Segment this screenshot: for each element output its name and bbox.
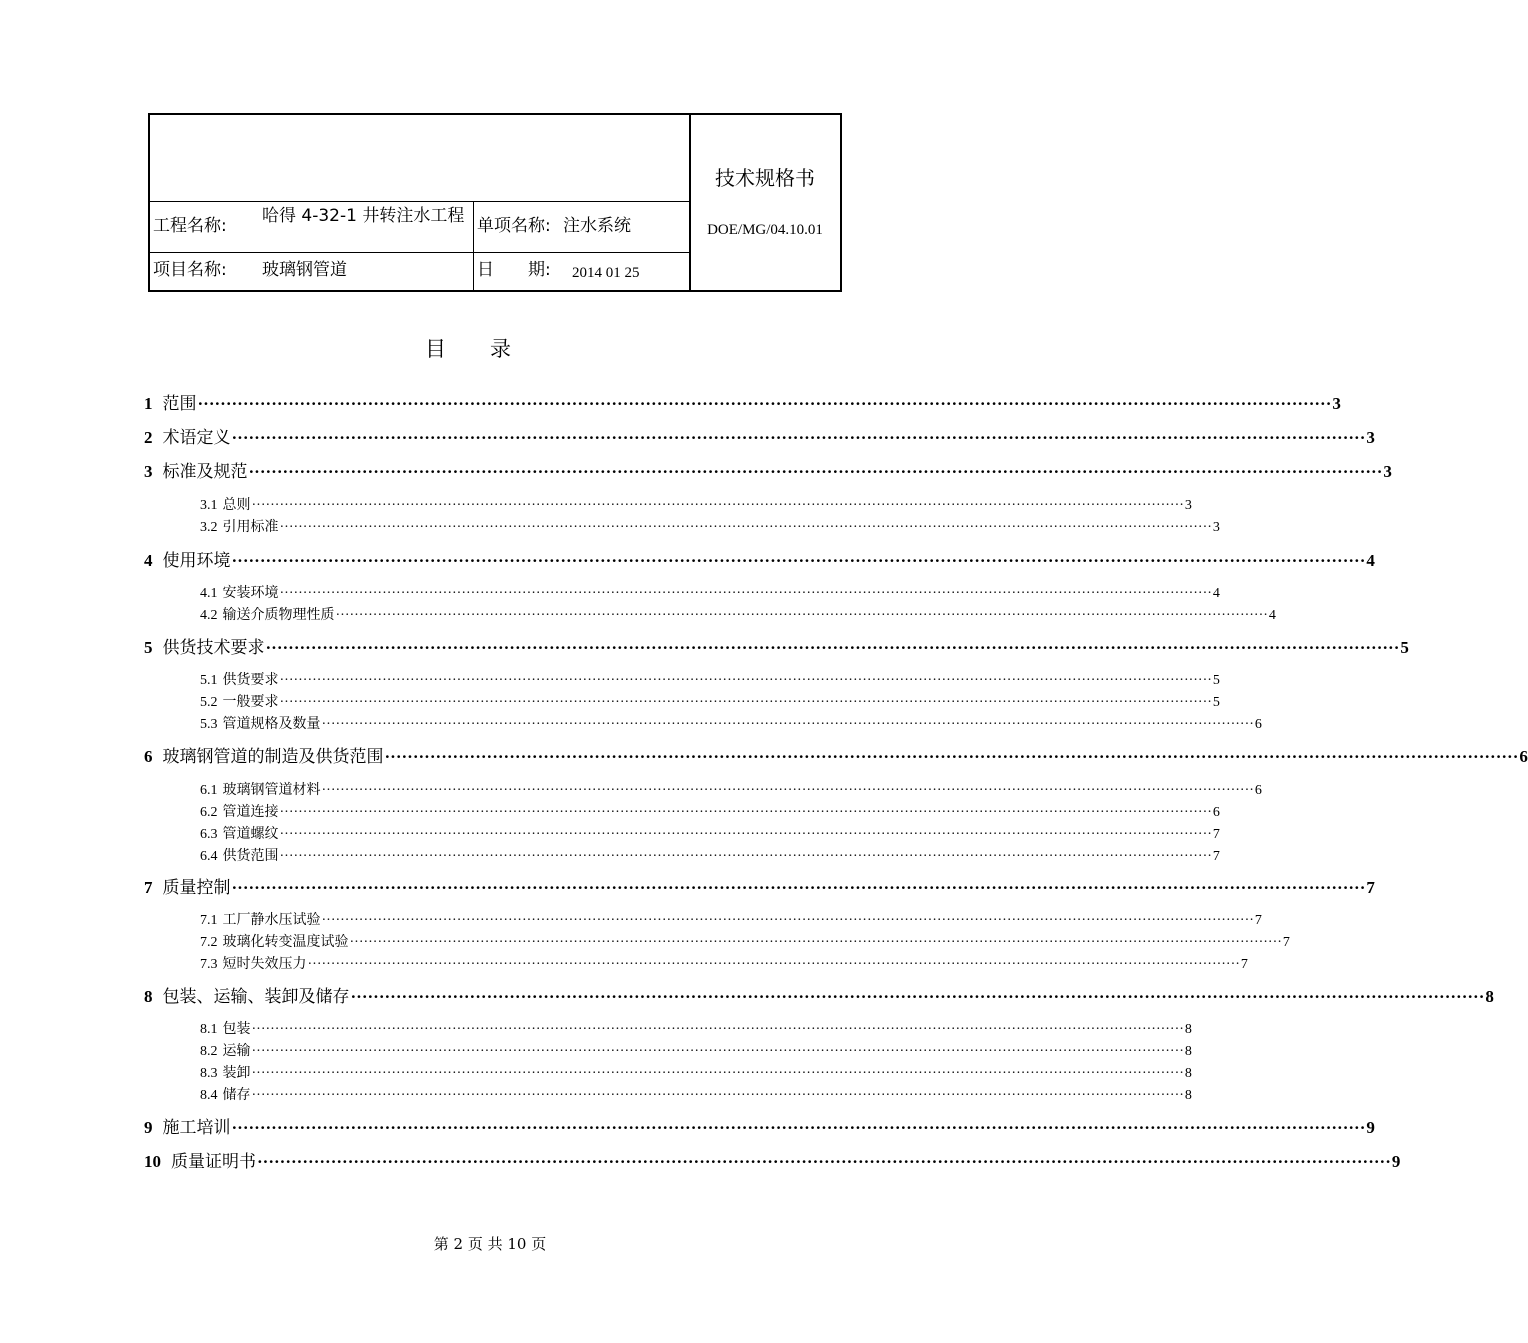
doc-code: DOE/MG/04.10.01 [707,222,823,238]
toc-leader-dots: ········································································································································································································ [321,717,1254,732]
toc-entry[interactable] [200,779,1262,799]
toc-entry-number: 7.1 [200,913,218,928]
project-value: 哈得 4-32-1 井转注水工程 [262,206,465,226]
toc-entry-title: 总则 [222,497,251,513]
toc-entry-title: 工厂静水压试验 [222,912,321,928]
toc-entry-title: 安装环境 [222,585,279,601]
toc-leader-dots: ········································································································································································································ [350,987,1485,1006]
toc-entry[interactable] [200,801,1220,821]
toc-entry-page: 4 [1212,586,1220,601]
toc-entry-page: 8 [1485,987,1494,1006]
toc-heading: 目录 [425,337,555,361]
toc-entry-title: 质量证明书 [171,1152,256,1172]
subitem-label: 单项名称: [477,216,551,236]
toc-entry-page: 7 [1240,957,1248,972]
toc-entry-page: 6 [1519,747,1528,766]
toc-entry-title: 供货要求 [222,672,279,688]
toc-entry-page: 7 [1212,849,1220,864]
toc-entry-title: 施工培训 [162,1118,231,1138]
toc-entry[interactable] [144,457,1392,482]
toc-entry-number: 1 [144,394,153,413]
toc-entry-page: 6 [1254,783,1262,798]
toc-entry-page: 9 [1391,1152,1401,1171]
toc-entry[interactable] [144,1147,1401,1172]
toc-entry-title: 管道连接 [222,804,279,820]
toc-leader-dots: ········································································································································································································ [279,849,1212,864]
header-divider [689,113,691,292]
toc-leader-dots: ········································································································································································································ [279,695,1212,710]
toc-entry-page: 5 [1212,673,1220,688]
toc-entry[interactable] [200,669,1220,689]
toc-entry-number: 8 [144,987,153,1006]
toc-entry-page: 5 [1400,638,1409,657]
toc-entry-page: 7 [1254,913,1262,928]
toc-leader-dots: ········································································································································································································ [251,1066,1184,1081]
subitem-value: 注水系统 [563,216,631,236]
toc-entry-title: 短时失效压力 [222,956,307,972]
toc-entry-number: 2 [144,428,153,447]
toc-entry[interactable] [200,1062,1192,1082]
toc-entry-page: 3 [1366,428,1375,447]
toc-entry-number: 6.4 [200,849,218,864]
toc-entry-page: 8 [1184,1044,1192,1059]
toc-leader-dots: ········································································································································································································ [251,1044,1184,1059]
toc-entry-number: 10 [144,1152,161,1171]
toc-entry-title: 包装 [222,1021,251,1037]
toc-entry-number: 7.2 [200,935,218,950]
toc-entry-title: 管道螺纹 [222,826,279,842]
toc-entry-page: 6 [1212,805,1220,820]
toc-entry-number: 3.2 [200,520,218,535]
toc-entry-number: 7 [144,878,153,897]
toc-entry-title: 范围 [162,394,197,414]
toc-entry-number: 8.3 [200,1066,218,1081]
header-row-line [148,252,690,253]
toc-entry[interactable] [200,845,1220,865]
toc-entry[interactable] [200,1040,1192,1060]
toc-entry-number: 4.1 [200,586,218,601]
toc-entry-title: 质量控制 [162,878,231,898]
toc-entry[interactable] [144,389,1341,414]
toc-leader-dots: ········································································································································································································ [321,913,1254,928]
toc-entry[interactable] [144,742,1528,767]
toc-entry-number: 6.1 [200,783,218,798]
item-label: 项目名称: [153,260,227,280]
toc-entry-page: 3 [1184,498,1192,513]
toc-leader-dots: ········································································································································································································ [279,673,1212,688]
toc-entry[interactable] [200,823,1220,843]
toc-entry-page: 9 [1366,1118,1375,1137]
toc-entry[interactable] [200,604,1276,624]
toc-entry-page: 8 [1184,1088,1192,1103]
toc-entry-page: 3 [1383,462,1392,481]
toc-entry-number: 3 [144,462,153,481]
toc-entry-page: 8 [1184,1022,1192,1037]
toc-entry-number: 8.2 [200,1044,218,1059]
toc-entry-page: 8 [1184,1066,1192,1081]
toc-entry-page: 3 [1332,394,1341,413]
toc-entry-page: 5 [1212,695,1220,710]
toc-entry[interactable] [200,1084,1192,1104]
toc-entry-number: 5.1 [200,673,218,688]
project-label: 工程名称: [153,216,227,236]
toc-entry-number: 9 [144,1118,153,1137]
toc-entry[interactable] [144,633,1409,658]
toc-entry-title: 使用环境 [162,551,231,571]
toc-entry-title: 储存 [222,1087,251,1103]
toc-leader-dots: ········································································································································································································ [231,878,1366,897]
toc-entry-title: 引用标准 [222,519,279,535]
item-value: 玻璃钢管道 [262,260,347,280]
toc-leader-dots: ········································································································································································································ [231,1118,1366,1137]
toc-entry-number: 8.4 [200,1088,218,1103]
toc-leader-dots: ········································································································································································································ [307,957,1240,972]
page-footer: 第 2 页 共 10 页 [433,1235,547,1253]
toc-entry[interactable] [144,1113,1375,1138]
toc-entry-title: 玻璃化转变温度试验 [222,934,349,950]
toc-leader-dots: ········································································································································································································ [251,1088,1184,1103]
toc-entry[interactable] [144,546,1375,571]
toc-entry-title: 管道规格及数量 [222,716,321,732]
toc-entry-page: 4 [1366,551,1375,570]
toc-entry-number: 7.3 [200,957,218,972]
toc-entry-number: 5 [144,638,153,657]
toc-leader-dots: ········································································································································································································ [197,394,1332,413]
toc-leader-dots: ········································································································································································································ [265,638,1400,657]
toc-leader-dots: ········································································································································································································ [248,462,1383,481]
toc-entry-title: 装卸 [222,1065,251,1081]
toc-entry-number: 6 [144,747,153,766]
toc-leader-dots: ········································································································································································································ [257,1152,1391,1171]
toc-leader-dots: ········································································································································································································ [349,935,1282,950]
date-value: 2014 01 25 [572,265,640,281]
toc-entry[interactable] [200,1018,1192,1038]
toc-leader-dots: ········································································································································································································ [279,586,1212,601]
toc-leader-dots: ········································································································································································································ [321,783,1254,798]
toc-entry-page: 6 [1254,717,1262,732]
toc-entry-page: 3 [1212,520,1220,535]
toc-entry[interactable] [144,982,1494,1007]
toc-entry-number: 6.3 [200,827,218,842]
toc-entry-page: 7 [1212,827,1220,842]
toc-entry[interactable] [200,494,1192,514]
toc-entry[interactable] [144,873,1375,898]
toc-entry-number: 6.2 [200,805,218,820]
toc-entry-page: 7 [1282,935,1290,950]
toc-entry[interactable] [200,931,1290,951]
toc-leader-dots: ········································································································································································································ [335,608,1268,623]
toc-entry[interactable] [200,691,1220,711]
toc-entry-number: 4 [144,551,153,570]
toc-entry[interactable] [200,909,1262,929]
header-col-line [473,201,474,292]
toc-entry-number: 3.1 [200,498,218,513]
toc-entry-title: 术语定义 [162,428,231,448]
toc-entry[interactable] [200,582,1220,602]
toc-entry-title: 玻璃钢管道材料 [222,782,321,798]
toc-entry-number: 5.3 [200,717,218,732]
toc-entry[interactable] [200,713,1262,733]
toc-entry[interactable] [200,953,1248,973]
toc-entry-title: 包装、运输、装卸及储存 [162,987,350,1007]
toc-entry-title: 一般要求 [222,694,279,710]
toc-entry-number: 4.2 [200,608,218,623]
toc-entry[interactable] [200,516,1220,536]
header-row-line [148,201,690,202]
toc-entry-title: 供货范围 [222,848,279,864]
toc-entry-title: 玻璃钢管道的制造及供货范围 [162,747,384,767]
toc-leader-dots: ········································································································································································································ [384,747,1519,766]
toc-leader-dots: ········································································································································································································ [279,827,1212,842]
toc-entry-title: 输送介质物理性质 [222,607,335,623]
toc-entry-page: 4 [1268,608,1276,623]
toc-leader-dots: ········································································································································································································ [251,1022,1184,1037]
toc-entry[interactable] [144,423,1375,448]
toc-entry-title: 运输 [222,1043,251,1059]
toc-entry-title: 标准及规范 [162,462,248,482]
toc-entry-number: 5.2 [200,695,218,710]
toc-leader-dots: ········································································································································································································ [231,551,1366,570]
toc-entry-page: 7 [1366,878,1375,897]
toc-leader-dots: ········································································································································································································ [279,520,1212,535]
toc-leader-dots: ········································································································································································································ [251,498,1184,513]
toc-entry-number: 8.1 [200,1022,218,1037]
date-label: 日 期: [477,260,551,280]
doc-title: 技术规格书 [715,166,815,190]
toc-leader-dots: ········································································································································································································ [231,428,1366,447]
toc-leader-dots: ········································································································································································································ [279,805,1212,820]
toc-entry-title: 供货技术要求 [162,638,265,658]
